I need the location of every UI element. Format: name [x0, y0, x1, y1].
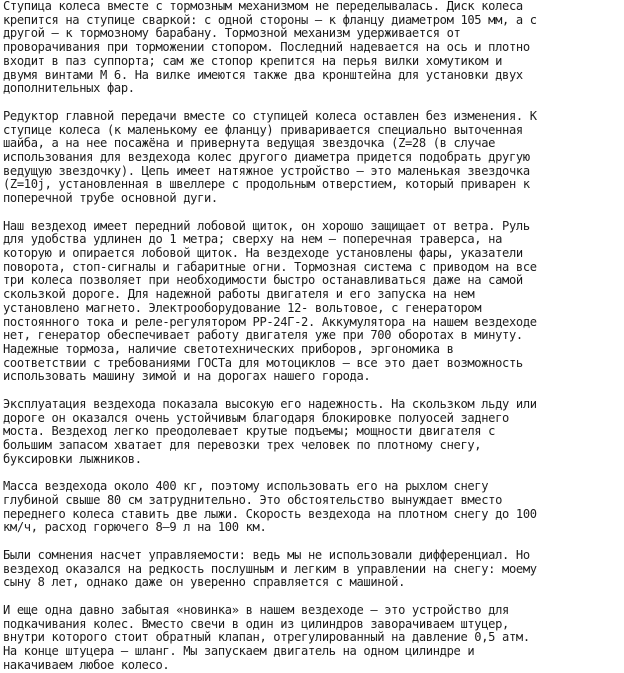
- text-line: которую и опирается лобовой щиток. На вездеходе установлены фары, указатели: [3, 246, 523, 261]
- text-line: подкачивания колес. Вместо свечи в один из цилиндров заворачиваем штуцер,: [3, 616, 509, 631]
- text-line: дороге он оказался очень устойчивым благодаря блокировке полуосей заднего: [3, 410, 509, 425]
- text-line: км/ч, расход горючего 8–9 л на 100 км.: [3, 520, 267, 535]
- paragraph-operation: [3, 398, 622, 467]
- text-line: дополнительных фар.: [3, 81, 135, 96]
- text-line: двумя винтами М 6. На вилке имеются также два кронштейна для установки двух: [3, 67, 523, 82]
- text-line: большим запасом хватает для перевозки трех человек по плотному снегу,: [3, 438, 482, 453]
- text-line: глубиной свыше 80 см затруднительно. Это обстоятельство вынуждает вместо: [3, 493, 503, 508]
- text-line: соответствии с требованиями ГОСТа для мотоциклов – все это дает возможность: [3, 355, 523, 370]
- text-line: другой – к тормозному барабану. Тормозной механизм удерживается от: [3, 26, 461, 41]
- text-line: Надежные тормоза, наличие светотехнических приборов, эргономика в: [3, 341, 454, 356]
- text-line: На конце штуцера – шланг. Мы запускаем двигатель на одном цилиндре и: [3, 644, 475, 659]
- text-line: входит в паз суппорта; сам же стопор крепится на перья вилки хомутиком и: [3, 53, 503, 68]
- text-line: использования для вездехода колес другого диаметра придется подобрать другую: [3, 149, 530, 164]
- text-line: накачиваем любое колесо.: [3, 657, 170, 672]
- text-line: поворота, стоп-сигналы и габаритные огни. Тормозная система с приводом на все: [3, 259, 537, 274]
- text-line: Эксплуатация вездехода показала высокую его надежность. На скользком льду или: [3, 396, 537, 411]
- text-line: вездеход оказался на редкость послушным и легким в управлении на снегу: моему: [3, 561, 537, 576]
- text-line: нет, генератор обеспечивает работу двигателя уже при 700 оборотах в минуту.: [3, 328, 523, 343]
- text-line: буксировки лыжников.: [3, 451, 142, 466]
- text-line: Ступица колеса вместе с тормозным механизмом не переделывалась. Диск колеса: [3, 0, 523, 13]
- text-line: шайба, а на нее посажёна и привернута ведущая звездочка (Z=28 (в случае: [3, 136, 496, 151]
- text-line: сыну 8 лет, однако даже он уверенно справляется с машиной.: [3, 575, 406, 590]
- text-line: Наш вездеход имеет передний лобовой щиток, он хорошо защищает от ветра. Руль: [3, 218, 530, 233]
- text-line: поперечной трубе основной дуги.: [3, 191, 218, 206]
- paragraph-equipment: [3, 220, 622, 384]
- text-line: моста. Вездеход легко преодолевает крутые подъемы; мощности двигателя с: [3, 424, 496, 439]
- text-line: ведущую звездочку). Цепь имеет натяжное устройство – это маленькая звездочка: [3, 163, 530, 178]
- text-line: Были сомнения насчет управляемости: ведь мы не использовали дифференциал. Но: [3, 548, 530, 563]
- text-line: Редуктор главной передачи вместе со ступицей колеса оставлен без изменения. К: [3, 108, 537, 123]
- text-line: установлено магнето. Электрооборудование 12- вольтовое, с генератором: [3, 300, 482, 315]
- text-line: переднего колеса ставить две лыжи. Скорость вездехода на плотном снегу до 100: [3, 506, 537, 521]
- text-line: внутри которого стоит обратный клапан, отрегулированный на давление 0,5 атм.: [3, 630, 530, 645]
- paragraph-tire-inflation: [3, 604, 622, 673]
- text-line: постоянного тока и реле-регулятором РР-24Г-2. Аккумулятора на нашем вездеходе: [3, 314, 537, 329]
- text-line: ступице колеса (к маленькому ее фланцу) приваривается специально выточенная: [3, 122, 523, 137]
- text-line: скользкой дороге. Для надежной работы двигателя и его запуска на нем: [3, 287, 475, 302]
- text-line: (Z=10j, установленная в швеллере с продольным отверстием, который приварен к: [3, 177, 530, 192]
- text-line: Масса вездехода около 400 кг, поэтому использовать его на рыхлом снегу: [3, 479, 489, 494]
- paragraph-mass-and-speed: [3, 480, 622, 535]
- text-line: И еще одна давно забытая «новинка» в нашем вездеходе – это устройство для: [3, 603, 509, 618]
- paragraph-hub-and-brake: [3, 0, 622, 96]
- paragraph-final-drive: [3, 110, 622, 206]
- text-line: три колеса позволяет при необходимости быстро останавливаться даже на самой: [3, 273, 523, 288]
- text-line: крепится на ступице сваркой: с одной стороны – к фланцу диаметром 105 мм, а с: [3, 12, 537, 27]
- text-line: использовать машину зимой и на дорогах нашего города.: [3, 369, 371, 384]
- paragraph-handling: [3, 549, 622, 590]
- text-line: проворачивания при торможении стопором. Последний надевается на ось и плотно: [3, 40, 530, 55]
- text-line: для удобства удлинен до 1 метра; сверху на нем – поперечная траверса, на: [3, 232, 503, 247]
